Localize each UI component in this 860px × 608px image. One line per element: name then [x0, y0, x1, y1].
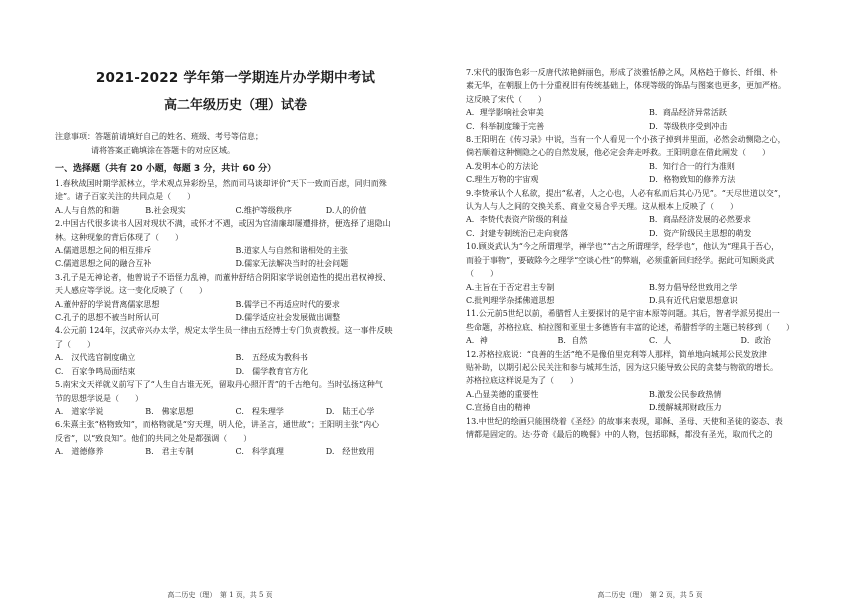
- question-text: 3.孔子是无神论者，他曾说子不语怪力乱神，而董仲舒结合阴阳家学说创造性的提出君权神授、: [55, 272, 391, 282]
- answer-option: B.激发公民参政热情: [649, 389, 722, 399]
- answer-option: A.董仲舒的学说背离儒家思想: [55, 299, 160, 309]
- exam-title: 2021-2022 学年第一学期连片办学期中考试: [95, 70, 376, 86]
- option-row: [55, 244, 416, 257]
- option-row: [466, 294, 832, 307]
- answer-option: B. 佛家思想: [145, 406, 194, 416]
- question-text: 情都是固定的。达·芬奇《最后的晚餐》中的人物，包括耶稣，都没有圣光，取而代之的: [466, 429, 773, 439]
- question-item: [466, 348, 832, 415]
- answer-option: A. 道家学说: [55, 406, 104, 416]
- question-text: 途”。诸子百家关注的共同点是（ ）: [55, 192, 196, 202]
- answer-option: D．等级秩序受到冲击: [649, 121, 728, 131]
- answer-option: D.具有近代启蒙思想意识: [649, 295, 738, 305]
- option-row: [55, 257, 416, 270]
- answer-option: A．李贽代表资产阶级的利益: [466, 215, 568, 225]
- answer-option: C. 百家争鸣局面结束: [55, 366, 136, 376]
- answer-option: C.宣扬自由的精神: [466, 403, 531, 413]
- answer-option: B．商品经济异常活跃: [649, 108, 727, 118]
- answer-option: C．科举制度臻于完善: [466, 121, 545, 131]
- option-row: [55, 298, 416, 311]
- question-text: 7.宋代的服饰色彩一反唐代浓艳鲜丽色，形成了淡雅恬静之风，风格趋于修长、纤细、朴: [466, 68, 778, 77]
- answer-option: A.凸显美德的重要性: [466, 389, 539, 399]
- question-text: 12.苏格拉底说：“良善的生活”绝不是像伯里克利等人那样，简单地向城邦公民发放津: [466, 349, 767, 359]
- question-text: 素无华，在朝服上仍十分重视旧有传统基础上，体现等级的饰品与图案也更多，更加严格。: [466, 81, 786, 91]
- question-list-left: [55, 177, 416, 459]
- answer-option: A. 道德修养: [55, 447, 104, 457]
- answer-option: B. 君主专制: [145, 447, 194, 457]
- option-row: [466, 106, 832, 119]
- answer-option: A.主旨在于否定君主专制: [466, 282, 555, 292]
- answer-option: A.人与自然的和谐: [55, 205, 120, 215]
- option-row: [466, 120, 832, 133]
- question-text: 倘若顺着这种恻隐之心的自然发展，他必定会奔走呼救。王阳明意在借此阐发（ ）: [466, 148, 770, 158]
- question-list-right: [466, 66, 832, 441]
- option-row: [55, 445, 416, 458]
- question-text: 4.公元前 124年，汉武帝兴办太学，规定太学生员一律由五经博士专门负责教授。这一事件反映: [55, 326, 393, 336]
- option-row: [466, 334, 832, 347]
- option-row: [466, 281, 832, 294]
- question-text: 了（ ）: [55, 339, 95, 349]
- answer-option: B.儒学已不再适应时代的要求: [235, 299, 340, 309]
- option-row: [55, 204, 416, 217]
- answer-option: D．格物致知的修养方法: [649, 175, 736, 185]
- option-row: [466, 388, 832, 401]
- question-text: 反省”，以“致良知”。他们的共同之处是都强调（ ）: [55, 433, 252, 443]
- question-item: [466, 307, 832, 347]
- answer-option: A. 汉代选官制度确立: [55, 353, 136, 363]
- question-item: [55, 378, 416, 418]
- question-text: 11.公元前5世纪以前，希腊哲人主要探讨的是宇宙本原等问题。其后，智者学派另提出一: [466, 309, 780, 319]
- question-text: 节的思想学说是（ ）: [55, 393, 143, 403]
- answer-option: C.维护等级秩序: [235, 205, 292, 215]
- question-item: [55, 271, 416, 325]
- option-row: [466, 401, 832, 414]
- option-row: [466, 227, 832, 240]
- answer-option: C.孔子的思想不被当时所认可: [55, 313, 160, 323]
- answer-option: B.努力倡导经世致用之学: [649, 282, 738, 292]
- question-text: 13.中世纪的绘画只能围绕着《圣经》的故事来表现，耶稣、圣母、天使和圣徒的姿态、表: [466, 416, 783, 426]
- question-text: 5.南宋文天祥就义前写下了“人生自古谁无死，留取丹心照汗青”的千古绝句。当时弘扬这种气: [55, 380, 383, 390]
- answer-option: B．自然: [557, 336, 588, 346]
- answer-option: C. 科学真理: [235, 447, 284, 457]
- option-row: [55, 365, 416, 378]
- answer-option: B．知行合一的行为准则: [649, 161, 735, 171]
- answer-option: D. 经世致用: [325, 447, 375, 457]
- question-item: [55, 217, 416, 271]
- question-text: 这反映了宋代（ ）: [466, 94, 546, 104]
- answer-option: A．神: [466, 336, 488, 346]
- question-item: [466, 415, 832, 442]
- answer-option: B. 五经成为教科书: [235, 353, 308, 363]
- question-item: [466, 187, 832, 241]
- answer-option: B.社会现实: [145, 205, 186, 215]
- question-text: 8.王阳明在《传习录》中说，当有一个人看见一个小孩子掉到井里面，必然会动恻隐之心，: [466, 135, 786, 145]
- question-item: [466, 66, 832, 133]
- option-row: [466, 213, 832, 226]
- question-text: 贴补助，以期引起公民关注和参与城邦生活，因为这只能导致公民的贪婪与物欲的增长。: [466, 362, 778, 372]
- answer-option: D. 陆王心学: [325, 406, 375, 416]
- answer-option: C．人: [649, 336, 672, 346]
- option-row: [55, 311, 416, 324]
- exam-page-2: [440, 0, 860, 608]
- question-item: [55, 324, 416, 378]
- question-text: 10.顾炎武认为“今之所谓理学，禅学也”“古之所谓理学，经学也”，他认为“理具于吾心，: [466, 242, 780, 252]
- answer-option: C. 程朱理学: [235, 406, 284, 416]
- answer-option: D.缓解城邦财政压力: [649, 403, 722, 413]
- question-text: 天人感应等学说。这一变化反映了（ ）: [55, 286, 207, 296]
- answer-option: D.儒家无法解决当时的社会问题: [235, 259, 349, 269]
- answer-option: A．理学影响社会审美: [466, 108, 544, 118]
- question-text: 苏格拉底这样说是为了（ ）: [466, 376, 578, 386]
- question-text: 1.春秋战国时期学派林立，学术观点异彩纷呈，然而司马谈却评价“天下一致而百虑，同归而殊: [55, 179, 387, 188]
- answer-option: B．商品经济发展的必然要求: [649, 215, 751, 225]
- answer-option: D．资产阶级民主思想的萌发: [649, 228, 752, 238]
- section-heading: 一、选择题（共有 20 小题，每题 3 分，共计 60 分）: [55, 164, 277, 174]
- option-row: [466, 173, 832, 186]
- answer-option: D.人的价值: [325, 205, 367, 215]
- answer-option: C.儒道思想之间的融合互补: [55, 259, 152, 269]
- answer-option: C.批判理学杂揉佛道思想: [466, 295, 555, 305]
- question-text: 2.中国古代很多读书人因对现状不满，或怀才不遇，或因为官清廉却屡遭排挤，便选择了退隐山: [55, 219, 391, 229]
- question-item: [55, 418, 416, 458]
- exam-subtitle: 高二年级历史（理）试卷: [163, 98, 307, 113]
- answer-option: D.儒学适应社会发展做出调整: [235, 313, 341, 323]
- notice-line-1: 注意事项：答题前请填好自己的姓名、班级、考号等信息；: [55, 132, 263, 141]
- answer-option: A.发明本心的方法论: [466, 161, 539, 171]
- answer-option: A.儒道思想之间的相互排斥: [55, 246, 152, 256]
- question-item: [466, 240, 832, 307]
- answer-option: C.理生万物的宇宙观: [466, 175, 539, 185]
- option-row: [55, 351, 416, 364]
- question-item: [466, 133, 832, 187]
- question-text: （ ）: [466, 269, 498, 279]
- option-row: [466, 160, 832, 173]
- question-text: 9.李贽承认个人私欲，提出“私者，人之心也，人必有私而后其心乃见”。“天尽世道以交”，: [466, 188, 786, 198]
- page-footer-2: 高二历史（理） 第 2 页，共 5 页: [597, 591, 703, 599]
- answer-option: B.道家人与自然和谐相处的主张: [235, 246, 348, 256]
- answer-option: D．政治: [740, 336, 771, 346]
- option-row: [55, 405, 416, 418]
- answer-option: D. 儒学教育官方化: [235, 366, 309, 376]
- question-text: 些命题，苏格拉底、柏拉图和亚里士多德皆有丰富的论述，希腊哲学的主题已转移到（ ）: [466, 322, 794, 332]
- page-footer-1: 高二历史（理） 第 1 页，共 5 页: [167, 591, 273, 599]
- question-text: 认为人与人之间的交换关系、商业交易合乎天理。这从根本上反映了（ ）: [466, 202, 738, 212]
- answer-option: C．封建专制统治已走向衰落: [466, 228, 569, 238]
- question-text: 而验于事物”，要破除今之理学“空谈心性”的弊端，必须重新回归经学。据此可知顾炎武: [466, 255, 775, 265]
- question-text: 林。这种现象的背后体现了（ ）: [55, 232, 183, 242]
- notice-line-2: 请将答案正确填涂在答题卡的对应区域。: [91, 146, 235, 155]
- question-item: [55, 177, 416, 217]
- question-text: 6.朱熹主张“格物致知”，而格物就是“穷天理，明人伦，讲圣言，通世故”；王阳明主张“内心: [55, 420, 380, 430]
